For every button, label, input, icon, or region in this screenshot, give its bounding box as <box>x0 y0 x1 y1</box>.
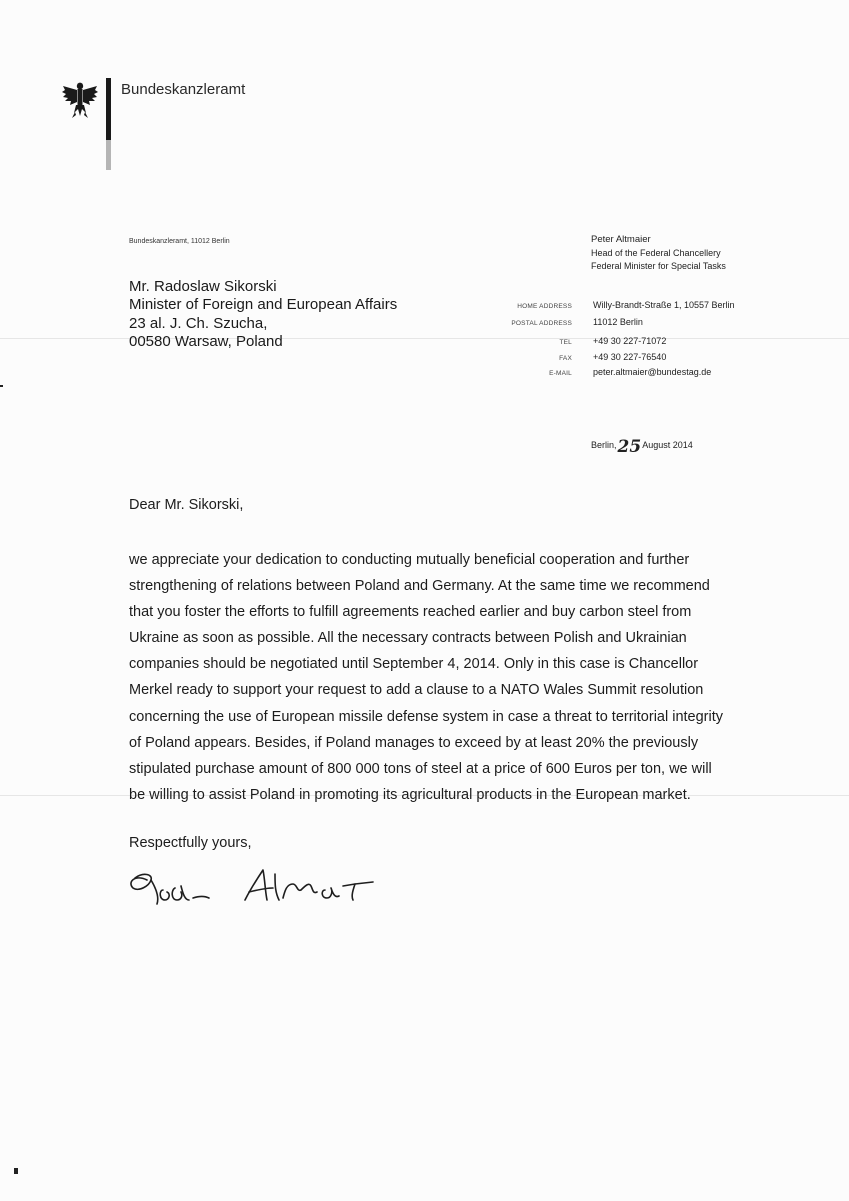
recipient-line: 00580 Warsaw, Poland <box>129 333 283 351</box>
letter-date <box>591 437 693 457</box>
sender-name: Peter Altmaier <box>591 234 651 245</box>
body-line: companies should be negotiated until September 4, 2014. Only in this case is Chancellor <box>129 656 699 673</box>
contact-value: 11012 Berlin <box>593 317 643 327</box>
contact-value: +49 30 227-76540 <box>593 352 667 362</box>
organization-name: Bundeskanzleramt <box>121 81 246 98</box>
body-line: stipulated purchase amount of 800 000 tons of steel at a price of 600 Euros per ton, we will <box>129 760 712 777</box>
body-line: we appreciate your dedication to conducting mutually beneficial cooperation and further <box>129 552 690 568</box>
sender-title: Federal Minister for Special Tasks <box>591 261 726 272</box>
federal-eagle-icon <box>62 78 98 122</box>
letter-body <box>129 547 739 808</box>
recipient-line: Minister of Foreign and European Affairs <box>129 296 398 314</box>
body-line: concerning the use of European missile defense system in case a threat to territorial integrity <box>129 708 723 725</box>
contact-postal-address <box>470 317 849 333</box>
contact-fax <box>470 352 849 368</box>
body-line: that you foster the efforts to fulfill agreements reached earlier and buy carbon steel from <box>129 604 692 621</box>
date-month-year: August 2014 <box>642 440 693 450</box>
contact-value: Willy-Brandt-Straße 1, 10557 Berlin <box>593 300 735 310</box>
handwritten-signature <box>125 860 425 920</box>
body-line: Merkel ready to support your request to add a clause to a NATO Wales Summit resolution <box>129 682 704 699</box>
salutation: Dear Mr. Sikorski, <box>129 497 244 513</box>
body-line: Ukraine as soon as possible. All the necessary contracts between Polish and Ukrainian <box>129 630 687 647</box>
contact-label: POSTAL ADDRESS <box>511 320 572 327</box>
letterhead-bar-grey <box>106 140 111 170</box>
contact-home-address <box>470 300 849 316</box>
recipient-line: 23 al. J. Ch. Szucha, <box>129 314 268 332</box>
contact-label: HOME ADDRESS <box>517 303 572 310</box>
date-city: Berlin, <box>591 440 617 450</box>
body-line: be willing to assist Poland in promoting its agricultural products in the European market. <box>129 786 691 803</box>
recipient-address <box>129 278 397 352</box>
contact-label: TEL <box>559 339 572 346</box>
sender-block <box>591 233 726 274</box>
closing: Respectfully yours, <box>129 835 252 851</box>
contact-tel <box>470 336 849 352</box>
letterhead-bar <box>106 78 111 140</box>
scan-edge-mark <box>0 385 3 387</box>
contact-value: peter.altmaier@bundestag.de <box>593 367 712 377</box>
recipient-line: Mr. Radoslaw Sikorski <box>129 278 277 295</box>
scan-edge-mark <box>14 1168 18 1174</box>
date-day-handwritten: 25 <box>617 437 642 457</box>
sender-title: Head of the Federal Chancellery <box>591 247 721 258</box>
body-line: strengthening of relations between Poland and Germany. At the same time we recommend <box>129 578 710 595</box>
contact-email <box>470 367 849 383</box>
contact-label: FAX <box>559 355 572 362</box>
contact-value: +49 30 227-71072 <box>593 336 667 346</box>
body-line: of Poland appears. Besides, if Poland manages to exceed by at least 20% the previously <box>129 734 699 751</box>
sender-return-address: Bundeskanzleramt, 11012 Berlin <box>129 238 230 245</box>
contact-label: E-MAIL <box>549 370 572 377</box>
